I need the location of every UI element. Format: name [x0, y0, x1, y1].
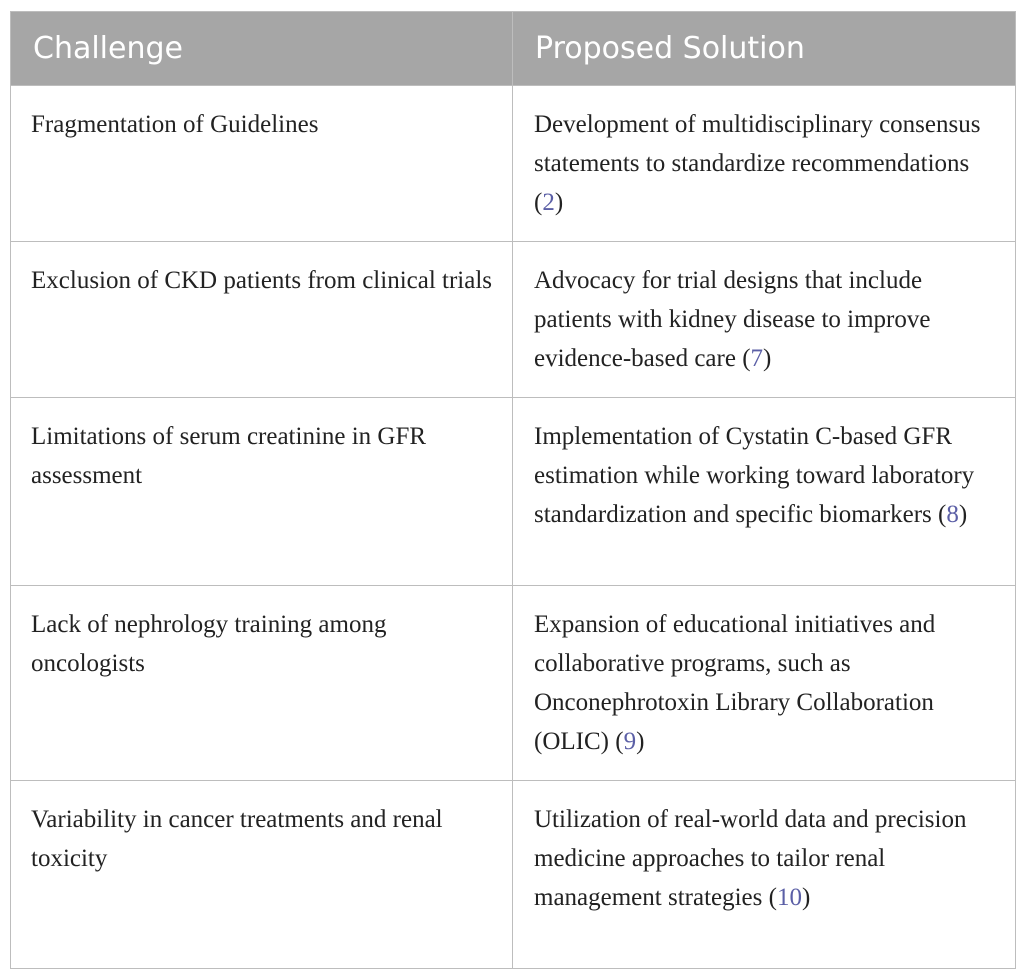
challenge-cell: Variability in cancer treatments and renal toxicity: [11, 781, 513, 969]
challenge-cell: Exclusion of CKD patients from clinical trials: [11, 242, 513, 398]
table-row: [11, 242, 1016, 398]
citation-link[interactable]: 2: [542, 189, 555, 216]
solution-text: Advocacy for trial designs that include patients with kidney disease to improve evidence-based care: [534, 267, 931, 372]
table-header-row: [11, 12, 1016, 86]
solution-text: Implementation of Cystatin C-based GFR estimation while working toward laboratory standardization and specific biomarkers: [534, 423, 975, 528]
solution-cell: Advocacy for trial designs that include patients with kidney disease to improve evidence-based care (7): [513, 242, 1016, 398]
challenge-cell: Lack of nephrology training among oncologists: [11, 586, 513, 781]
solution-cell: Utilization of real-world data and precision medicine approaches to tailor renal management strategies (10): [513, 781, 1016, 969]
citation-link[interactable]: 7: [750, 345, 764, 372]
solution-cell: Development of multidisciplinary consensus statements to standardize recommendations (2): [513, 86, 1016, 242]
table-row: [11, 781, 1016, 969]
solution-cell: Implementation of Cystatin C-based GFR estimation while working toward laboratory standardization and specific biomarkers (8): [513, 398, 1016, 586]
solution-text: Utilization of real-world data and precision medicine approaches to tailor renal management strategies: [534, 806, 967, 911]
table-row: [11, 86, 1016, 242]
solution-text: Development of multidisciplinary consensus statements to standardize recommendations: [534, 111, 981, 177]
header-proposed-solution: Proposed Solution: [513, 12, 1016, 86]
citation-link[interactable]: 9: [623, 728, 637, 755]
citation-link[interactable]: 10: [776, 884, 802, 911]
header-challenge: Challenge: [11, 12, 513, 86]
solution-text: Expansion of educational initiatives and collaborative programs, such as Onconephrotoxin Library Collaboration (OLIC): [534, 611, 936, 755]
challenge-cell: Fragmentation of Guidelines: [11, 86, 513, 242]
table-row: [11, 398, 1016, 586]
challenges-solutions-table: [10, 11, 1016, 969]
table-row: [11, 586, 1016, 781]
challenge-cell: Limitations of serum creatinine in GFR assessment: [11, 398, 513, 586]
citation-link[interactable]: 8: [946, 501, 959, 528]
solution-cell: Expansion of educational initiatives and collaborative programs, such as Onconephrotoxin Library Collaboration (OLIC) (9): [513, 586, 1016, 781]
